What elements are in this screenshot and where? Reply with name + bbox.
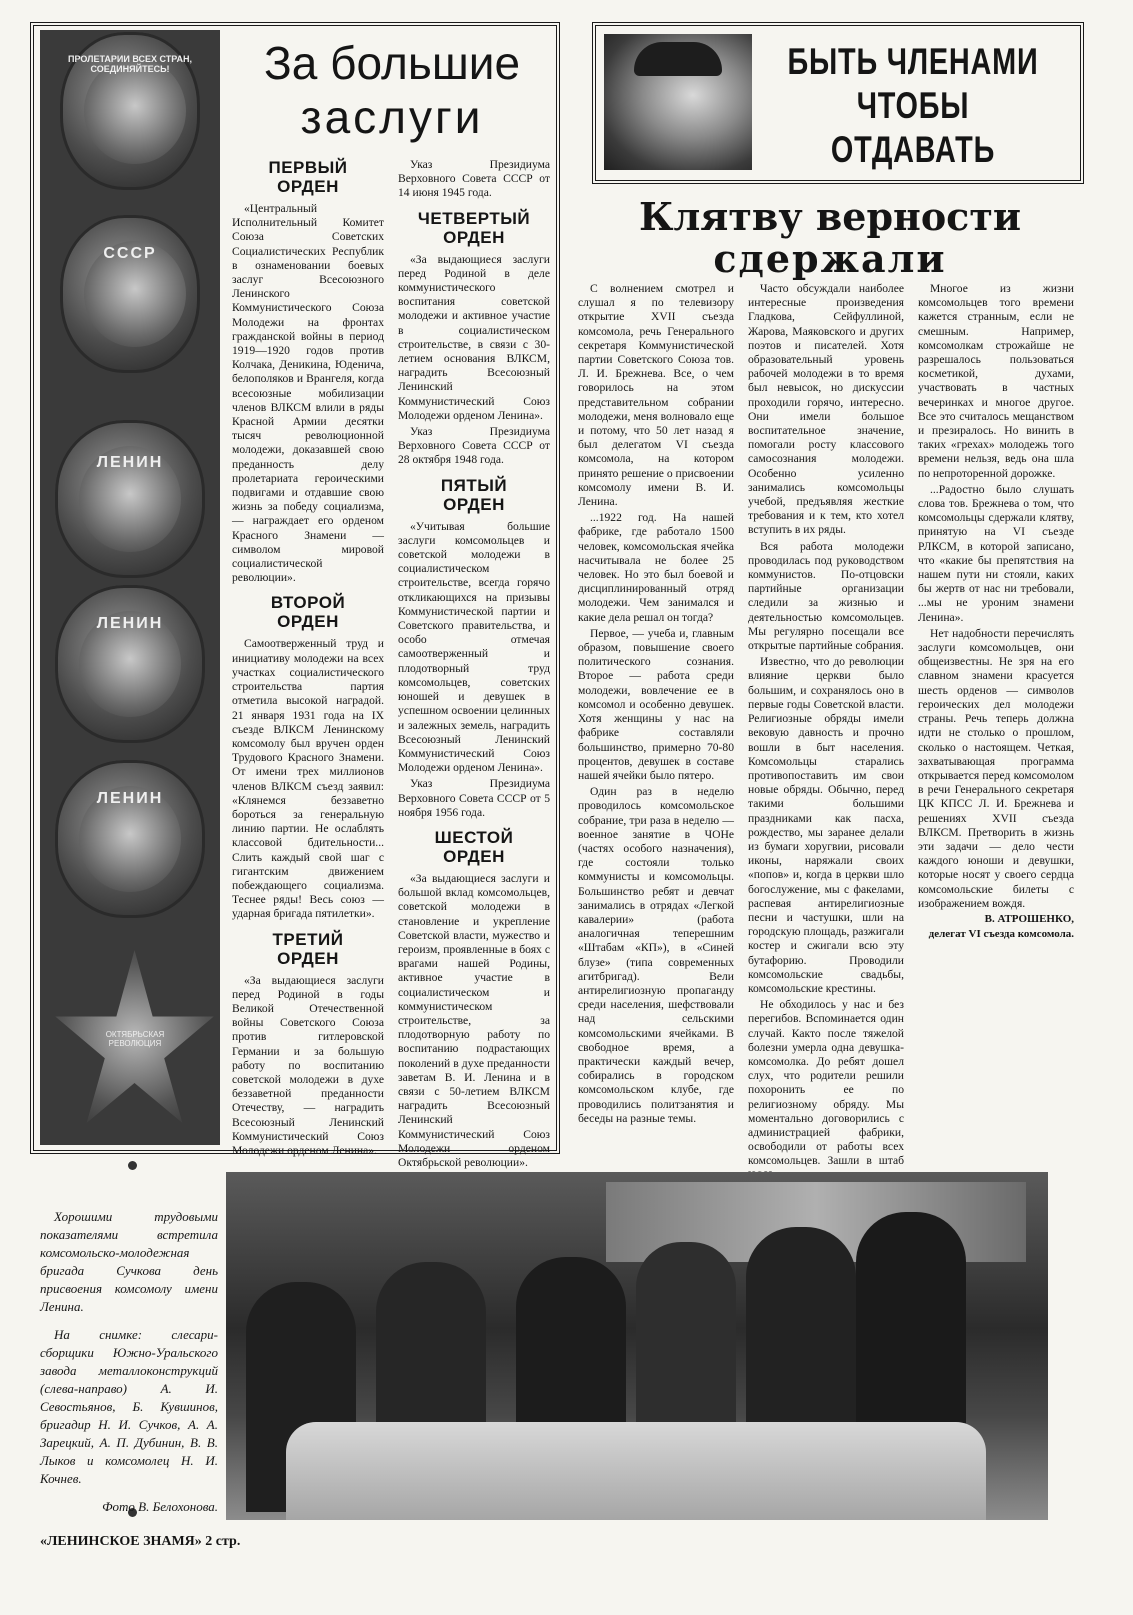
order-text: «За выдающиеся заслуги и большой вклад комсомольцев, советской молодежи в становление и укрепление Советской власти, мужество и героизм, проявленные в боях с врагами нашей Родины, активное участие в социалистическом и коммунистическом строительстве, за плодотворную работу по воспитанию подрастающих поколений в духе преданности заветам В. И. Ленина и в связи с 50-летием ВЛКСМ наградить Всесоюзный Ленинский Коммунистический Союз Молодежи орденом Октябрьской революции». [398, 871, 550, 1169]
order-heading: ТРЕТИЙ ОРДЕН [272, 929, 344, 968]
article-paragraph: Вся работа молодежи проводилась под руководством коммунистов. По-отцовски партийные организации следили за жизнью и деятельностью комсомольцев. Мы регулярно посещали все открытые партийные собрания. [748, 539, 904, 653]
orders-column-2 [398, 158, 550, 1217]
article-paragraph: Многое из жизни комсомольцев того времени кажется странным, если не смешным. Например, комсомолкам строжайше не разрешалось пользоваться косметикой, духами, участвовать в частных вечеринках и многое другое. Все это считалось мещанством и презиралось. Но винить в таких «грехах» молодежь того времени нельзя, ведь она шла по непроторенной дорожке. [918, 282, 1074, 480]
order-text: «За выдающиеся заслуги перед Родиной в деле коммунистического воспитания советской молодежи и активное участие в социалистическом строительстве, в связи с 30-летием основания ВЛКСМ, наградить Всесоюзный Ленинский Коммунистический Союз Молодежи орденом Ленина». [398, 252, 550, 422]
order-heading: ВТОРОЙ ОРДЕН [270, 593, 346, 632]
article-paragraph: Первое, — учеба и, главным образом, повышение своего политического сознания. Второе — работа среди молодежи, вовлечение ее в комсомол и особенно девушек. Хотя женщины у нас на фабрике составляли большинство, примерно 70-80 процентов, девушек в составе нашей ячейки было пятеро. [578, 626, 734, 782]
orders-column-1 [232, 150, 384, 1160]
article-paragraph: Часто обсуждали наиболее интересные произведения Гладкова, Сейфуллиной, Жарова, Маяковского и других поэтов и писателей. Хотя образовательный уровень рабочей молодежи в то время был невысок, но дискуссии проходили горячо, интересно. Они имели большое воспитательное значение, помогали росту классового самосознания молодежи. Особенно усиленно занимались комсомольцы учебой, предъявляя жесткие требования и к тем, кто хотел вступить в их ряды. [748, 282, 904, 537]
blueprint-table [286, 1422, 986, 1520]
order-text: «Учитывая большие заслуги комсомольцев и советской молодежи в социалистическом строительстве, всегда горячо откликающихся на призывы Коммунистической партии и Советского правительства, и особо отмечая самоотверженный и плодотворный труд комсомольцев, советских юношей и девушек в успешном освоении целинных и залежных земель, наградить Всесоюзный Ленинский Коммунистический Союз Молодежи орденом Ленина». [398, 519, 550, 775]
author-signature: В. АТРОШЕНКО, [984, 912, 1074, 925]
lenin-portrait [604, 34, 752, 170]
order-october-label: ОКТЯБРЬСКАЯ РЕВОЛЮЦИЯ [105, 1030, 165, 1048]
order-text: Самоотверженный труд и инициативу молодежи на всех участках социалистического строительства партия отметила высокой наградой. 21 января 1931 года на IX съезде ВЛКСМ Ленинскому комсомолу был вручен орден Трудового Красного Знамени. От имени трех миллионов членов ВЛКСМ съезд заявил: «Клянемся беззаветно бороться за генеральную линию партии. Не ослаблять классовой бдительности... Слить каждый свой шаг с гигантским движением побеждающего социализма. Теснее ряды! Весь союз — ударная бригада пятилетки». [232, 637, 384, 921]
article-paragraph: Не обходилось у нас и без перегибов. Вспоминается один случай. Както после тяжелой болезни умерла одна девушка-комсомолка. До ребят дошел слух, что родители решили похоронить ее по религиозному обряду. Мы моментально договорились с администрацией фабрики, освободили от работы всех комсомольцев. Зашли в штаб [748, 998, 904, 1168]
order-lenin-icon: ЛЕНИН [55, 760, 205, 918]
order-red-banner-icon: ПРОЛЕТАРИИ ВСЕХ СТРАН, СОЕДИНЯЙТЕСЬ! [60, 32, 200, 190]
right-article-title: Клятву верности сдержали [638, 194, 1022, 281]
order-text: «Центральный Исполнительный Комитет Союза Советских Социалистических Республик в ознаменовании боевых заслуг Всесоюзного Ленинского Коммунистического Союза Молодежи на фронтах гражданской войны в период 1919—1920 годов против Колчака, Деникина, Юденича, белополяков и Врангеля, когда всесоюзные мобилизации членов ВЛКСМ влили в ряды Красной Армии десятки тысяч революционной молодежи, доказавшей свою преданность делу пролетариата героическими подвигами и отдавшие свою жизнь за победу социализма, — награждает его орденом Красного Знамени — символом мировой социалистической революции». [232, 202, 384, 585]
order-heading: ЧЕТВЕРТЫЙ ОРДЕН [417, 208, 531, 247]
photo-caption-lead: Хорошими трудовыми показателями встретила комсомольско-молодежная бригада Сучкова день присвоения комсомолу имени Ленина. [40, 1209, 218, 1314]
brigade-photo [226, 1172, 1048, 1520]
left-article-title: За большие заслуги [263, 37, 521, 143]
order-heading: ПЯТЫЙ ОРДЕН [440, 475, 508, 514]
decree-text: Указ Президиума Верховного Совета СССР от 14 июня 1945 года. [398, 158, 550, 200]
order-labour-red-banner-icon: СССР [60, 215, 200, 373]
article-column-3 [918, 282, 1074, 941]
decree-text: Указ Президиума Верховного Совета СССР от 28 октября 1948 года. [398, 425, 550, 467]
order-lenin-icon: ЛЕНИН [55, 420, 205, 578]
order-heading: ШЕСТОЙ ОРДЕН [434, 827, 514, 866]
author-role: делегат VI съезда комсомола. [928, 927, 1074, 940]
article-paragraph: Один раз в неделю проводилось комсомольское собрание, три раза в неделю — военное занятие в ЧОНе (частях особого назначения), где состояли только коммунисты и комсомольцы. Большинство ребят и девчат занимались в отрядах «Легкой кавалерии» (работа аналогичная теперешним «Штабам «КП»), в «Синей блузе» (типа современных агитбригад). Вели антирелигиозную пропаганду среди населения, шефствовали над сельскими комсомольскими ячейками. В свободное время, а практически каждый вечер, собирались в городском комсомольском клубе, где проводились политзанятия и беседы на разные темы. [578, 785, 734, 1125]
article-paragraph: Нет надобности перечислять заслуги комсомольцев, они общеизвестны. Не зря на его славном знамени красуется шесть орденов — символов героических дел молодежи страны. Речь теперь должна идти не столько о прошлом, сколько о настоящем. Четкая, захватывающая программа открывается перед комсомолом в речи Генерального секретаря ЦК КПСС Л. И. Брежнева и решениях XVII съезда ВЛКСМ. Претворить в жизнь эти задачи — дело чести каждого юноши и девушки, которые носят у своего сердца комсомольские билеты с изображением вождя. [918, 626, 1074, 910]
decree-text: Указ Президиума Верховного Совета СССР от 5 ноября 1956 года. [398, 777, 550, 819]
page-footer: «ЛЕНИНСКОЕ ЗНАМЯ» 2 стр. [40, 1534, 241, 1549]
banner-heading: БЫТЬ ЧЛЕНАМИ ЧТОБЫ ОТДАВАТЬ [787, 41, 1039, 170]
photo-caption [40, 1208, 218, 1516]
article-paragraph: ...Радостно было слушать слова тов. Брежнева о том, что комсомольцы сдержали клятву, принятую на VI съезде РЛКСМ, в которой записано, что «какие бы препятствия на нашем пути ни стояли, каких бы жертв от нас ни требовали, ...мы не уроним знамени Ленина». [918, 482, 1074, 624]
photo-caption-names: На снимке: слесари-сборщики Южно-Уральского завода металлоконструкций (слева-направо) А. И. Севостьянов, Б. Кувшинов, бригадир Н. И. Сучков, А. А. Зарецкий, А. П. Дубинин, В. В. Лыков и комсомолец Н. И. Кочнев. [40, 1327, 218, 1486]
bullet-dot [128, 1161, 137, 1170]
order-lenin-icon: ЛЕНИН [55, 585, 205, 743]
article-column-1 [578, 282, 734, 1128]
order-text: «За выдающиеся заслуги перед Родиной в годы Великой Отечественной войны Советского Союза против гитлеровской Германии и за большую работу по воспитанию советской молодежи в духе беззаветной преданности Отечеству, — наградить Всесоюзный Ленинский Коммунистический Союз Молодежи орденом Ленина». [232, 973, 384, 1157]
article-paragraph: ...1922 год. На нашей фабрике, где работало 1500 человек, комсомольская ячейка насчитывала не более 25 человек. Но это был боевой и дисциплинированный отряд молодежи. Чем занимался и какие дела решал он тогда? [578, 511, 734, 624]
article-paragraph: С волнением смотрел и слушал я по телевизору открытие XVII съезда комсомола, речь Генерального секретаря Коммунистической партии Советского Союза тов. Л. И. Брежнева. Все, о чем говорилось на этом представительном собрании молодежи, меня волновало еще и потому, что 50 лет назад я был делегатом VI съезда комсомола, на котором принято решение о присвоении комсомолу имени В. И. Ленина. [578, 282, 734, 509]
photo-credit: Фото В. Белохонова. [102, 1499, 218, 1514]
article-paragraph: Известно, что до революции влияние церкви было большим, и сохранялось оно в первые годы Советской власти. Религиозные обряды имели вековую давность и прочно вошли в быт населения. Комсомольцы старались противопоставить им свои новые обряды. Обычно, перед такими большими праздниками как пасха, рождество, мы заранее делали из бумаги хоругвии, рисовали иконы, наряжали своих «попов» и, когда в церкви шло богослужение, мы с факелами, распевая антирелигиозные песни и частушки, шли на городскую площадь, разжигали костер и сжигали всю эту бутафорию. Проводили комсомольские свадьбы, комсомольские крестины. [748, 655, 904, 995]
order-heading: ПЕРВЫЙ ОРДЕН [268, 158, 348, 196]
